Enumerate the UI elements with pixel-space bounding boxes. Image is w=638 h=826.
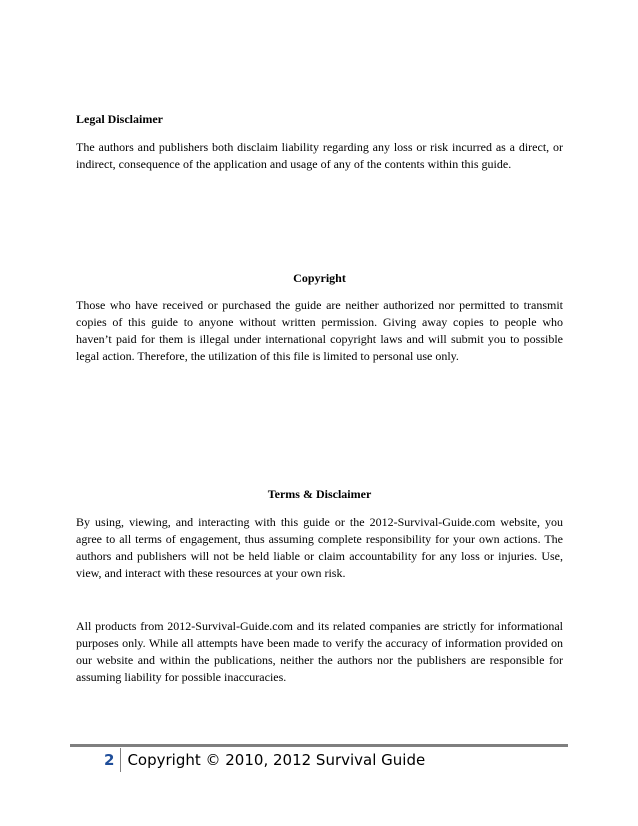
copyright-paragraph: Those who have received or purchased the guide are neither authorized nor permitted to transmit copies of this guide to anyone without written permission. Giving away copies to people who haven’t paid for them is illegal under international copyright laws and will submit you to possible legal action. Therefore, the utilization of this file is limited to personal use only. bbox=[76, 298, 563, 363]
footer-rule bbox=[70, 744, 568, 747]
page-number: 2 bbox=[104, 751, 115, 769]
terms-paragraph-1: By using, viewing, and interacting with this guide or the 2012-Survival-Guide.com website, you agree to all terms of engagement, thus assuming complete responsibility for your own actions. The authors and publishers will not be held liable or claim accountability for any loss or injuries. Use, view, and interact with these resources at your own risk. bbox=[76, 515, 563, 580]
legal-disclaimer-paragraph: The authors and publishers both disclaim liability regarding any loss or risk incurred as a direct, or indirect, consequence of the application and usage of any of the contents within this guide. bbox=[76, 140, 563, 171]
page-footer bbox=[104, 748, 425, 772]
copyright-heading: Copyright bbox=[293, 271, 346, 285]
terms-heading: Terms & Disclaimer bbox=[267, 487, 372, 501]
legal-disclaimer-heading: Legal Disclaimer bbox=[76, 112, 163, 126]
terms-paragraph-2: All products from 2012-Survival-Guide.com and its related companies are strictly for informational purposes only. While all attempts have been made to verify the accuracy of information provided on our website and within the publications, neither the authors nor the publishers are responsible for assuming liability for possible inaccuracies. bbox=[76, 619, 563, 684]
footer-divider bbox=[120, 748, 121, 772]
footer-copyright: Copyright © 2010, 2012 Survival Guide bbox=[127, 751, 426, 769]
